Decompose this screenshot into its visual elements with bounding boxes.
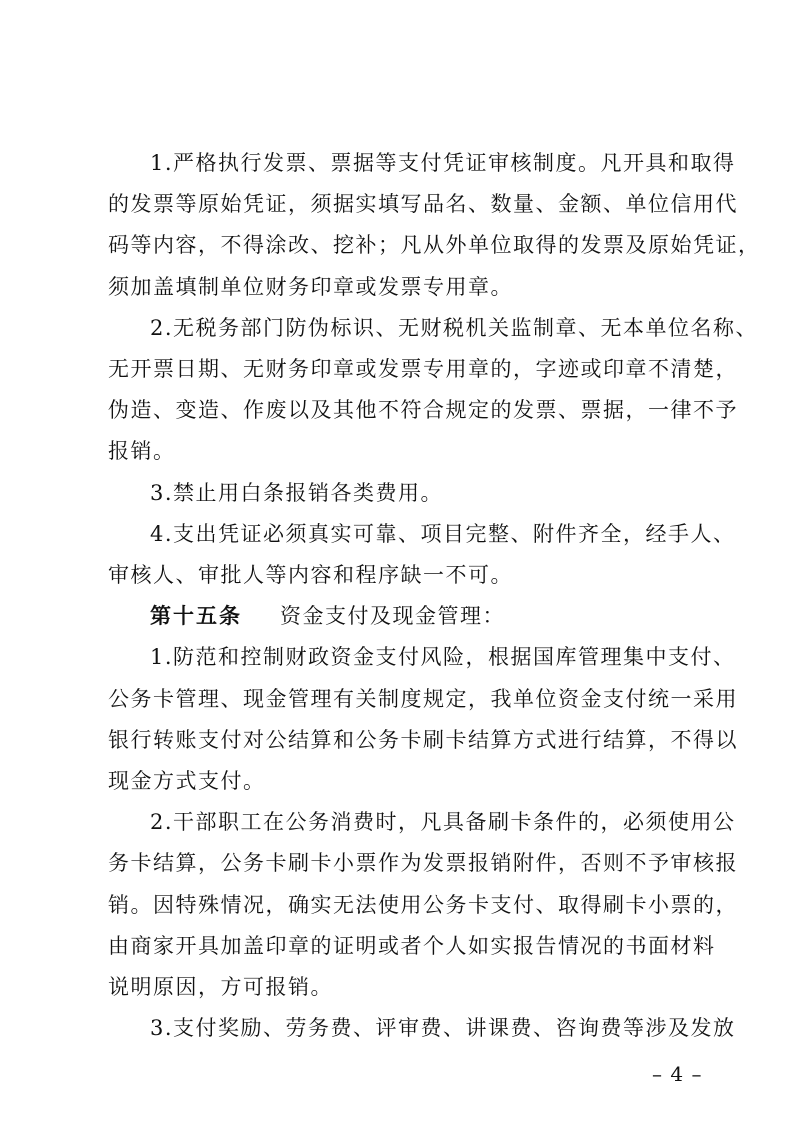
paragraph-4-line-2: 审核人、审批人等内容和程序缺一不可。 xyxy=(108,563,513,587)
page-number: – 4 – xyxy=(652,1062,703,1086)
article-heading xyxy=(150,601,505,631)
paragraph-4-line-1: 4.支出凭证必须真实可靠、项目完整、附件齐全，经手人、 xyxy=(150,522,736,546)
paragraph-1-line-4: 须加盖填制单位财务印章或发票专用章。 xyxy=(108,275,513,299)
article-paragraph-2-line-5: 说明原因，方可报销。 xyxy=(108,975,333,999)
article-title: 资金支付及现金管理： xyxy=(280,604,505,628)
article-paragraph-1-line-3: 银行转账支付对公结算和公务卡刷卡结算方式进行结算，不得以 xyxy=(108,728,738,752)
article-paragraph-1-line-2: 公务卡管理、现金管理有关制度规定，我单位资金支付统一采用 xyxy=(108,687,738,711)
article-paragraph-2-line-2: 务卡结算，公务卡刷卡小票作为发票报销附件，否则不予审核报 xyxy=(108,851,738,875)
paragraph-3-line-1: 3.禁止用白条报销各类费用。 xyxy=(150,481,444,505)
article-paragraph-3-line-1: 3.支付奖励、劳务费、评审费、讲课费、咨询费等涉及发放 xyxy=(150,1016,736,1040)
article-paragraph-2-line-3: 销。因特殊情况，确实无法使用公务卡支付、取得刷卡小票的， xyxy=(108,893,738,917)
article-paragraph-1-line-1: 1.防范和控制财政资金支付风险，根据国库管理集中支付、 xyxy=(150,645,736,669)
article-paragraph-1-line-4: 现金方式支付。 xyxy=(108,769,266,793)
article-paragraph-2-line-1: 2.干部职工在公务消费时，凡具备刷卡条件的，必须使用公 xyxy=(150,810,736,834)
paragraph-1-line-1: 1.严格执行发票、票据等支付凭证审核制度。凡开具和取得 xyxy=(150,151,736,175)
paragraph-2-line-4: 报销。 xyxy=(108,439,176,463)
paragraph-2-line-1: 2.无税务部门防伪标识、无财税机关监制章、无本单位名称、 xyxy=(150,316,759,340)
article-number: 第十五条 xyxy=(150,603,242,628)
paragraph-1-line-2: 的发票等原始凭证，须据实填写品名、数量、金额、单位信用代 xyxy=(108,192,738,216)
paragraph-2-line-2: 无开票日期、无财务印章或发票专用章的，字迹或印章不清楚， xyxy=(108,357,738,381)
paragraph-2-line-3: 伪造、变造、作废以及其他不符合规定的发票、票据，一律不予 xyxy=(108,398,738,422)
paragraph-1-line-3: 码等内容，不得涂改、挖补；凡从外单位取得的发票及原始凭证， xyxy=(108,233,761,257)
article-paragraph-2-line-4: 由商家开具加盖印章的证明或者个人如实报告情况的书面材料 xyxy=(108,934,716,958)
